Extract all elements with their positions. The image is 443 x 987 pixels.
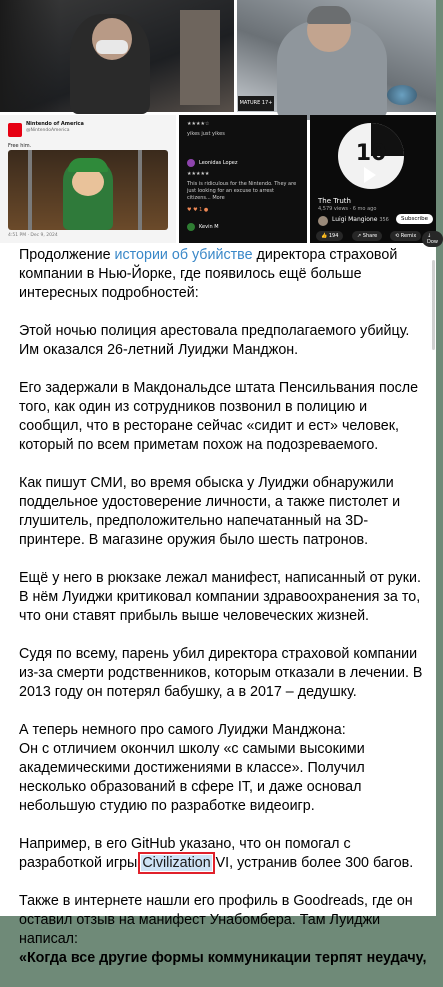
video-title: The Truth	[318, 197, 351, 205]
tweet-time: 4:51 PM · Dec 9, 2024	[8, 233, 58, 238]
photo-nintendo-tweet[interactable]	[0, 115, 176, 243]
paragraph: Также в интернете нашли его профиль в Goodreads, где он оставил отзыв на манифест Унабомбера. Там Луиджи написал:	[19, 893, 413, 947]
comment-author: Kevin M	[199, 224, 219, 230]
highlighted-word[interactable]: Civilization	[142, 855, 211, 871]
photo-comments[interactable]	[179, 115, 307, 243]
download-button[interactable]: ↓ Dow	[422, 231, 443, 247]
rating-badge: MATURE 17+	[238, 96, 274, 111]
avatar	[187, 223, 195, 231]
like-button[interactable]: 👍 194	[316, 231, 343, 241]
paragraph: Его задержали в Макдональдсе штата Пенсильвания после того, как один из сотрудников позвонил в полицию и сообщил, что в ресторане сейчас «сидит и ест» человек, который по всем приметам похож на подозреваемого.	[19, 380, 419, 453]
photo-youtube-video[interactable]	[310, 115, 436, 243]
share-button[interactable]: ↗ Share	[352, 231, 382, 241]
luigi-prison-image	[8, 150, 168, 230]
comment-stars: ★★★★☆	[187, 121, 210, 127]
tweet-author: Nintendo of America	[26, 121, 84, 127]
paragraph: Судя по всему, парень убил директора страховой компании из-за смерти родственников, которым отказали в лечении. В 2013 году он потерял бабушку, а в 2017 – дедушку.	[19, 646, 423, 700]
paragraph: Например, в его GitHub указано, что он помогал с разработкой игры Civilization VI, устранив более 300 багов.	[19, 836, 414, 871]
paragraph-quote: «Когда все другие формы коммуникации терпят неудачу,	[19, 950, 427, 966]
channel-name[interactable]: Luigi Mangione 356	[332, 216, 389, 223]
story-link[interactable]: истории об убийстве	[114, 247, 253, 263]
paragraph: А теперь немного про самого Луиджи Манджона: Он с отличием окончил школу «с самыми высокими академическими достижениями в классе». Получил несколько образований в сфере IT, и даже основал небольшую студию по разработке видеоигр.	[19, 722, 365, 814]
paragraph: Как пишут СМИ, во время обыска у Луиджи обнаружили поддельное удостоверение личности, а также пистолет и глушитель, предположительно напечатанный на 3D-принтере. В магазине оружия было шесть патронов.	[19, 475, 401, 548]
play-icon[interactable]	[364, 167, 376, 183]
comment-text: yikes just yikes	[187, 131, 225, 137]
comment-text: This is ridiculous for the Nintendo. They are just looking for an excuse to arrest citizens... More	[187, 181, 297, 201]
subscribe-button[interactable]: Subscribe	[396, 214, 433, 224]
paragraph: Ещё у него в рюкзаке лежал манифест, написанный от руки. В нём Луиджи критиковал компании здравоохранения за то, что они ставят прибыль выше человеческих жизней.	[19, 570, 421, 624]
channel-avatar	[318, 216, 328, 226]
tweet-handle: @NintendoAmerica	[26, 128, 70, 133]
paragraph: Продолжение истории об убийстве директора страховой компании в Нью-Йорке, где появилось ещё больше интересных подробностей:	[19, 247, 398, 301]
scrollbar[interactable]	[432, 260, 435, 350]
comment-stars: ★★★★★	[187, 171, 210, 177]
nintendo-logo-icon	[8, 123, 22, 137]
photo-suspect-cctv[interactable]	[0, 0, 234, 112]
comment-author: Leonidas Lopez	[199, 160, 238, 166]
clock-number: 10	[355, 141, 387, 166]
video-views: 4,579 views · 6 mo ago	[318, 206, 377, 212]
video-thumbnail	[338, 123, 404, 189]
media-album[interactable]	[0, 0, 436, 243]
remix-button[interactable]: ⟲ Remix	[390, 231, 421, 241]
comment-reactions: ♥ ♥ 1 ●	[187, 207, 209, 213]
avatar	[187, 159, 195, 167]
message-text	[19, 246, 427, 987]
tweet-text: Free him.	[8, 143, 32, 149]
paragraph: Этой ночью полиция арестовала предполагаемого убийцу. Им оказался 26-летний Луиджи Манджон.	[19, 323, 410, 358]
